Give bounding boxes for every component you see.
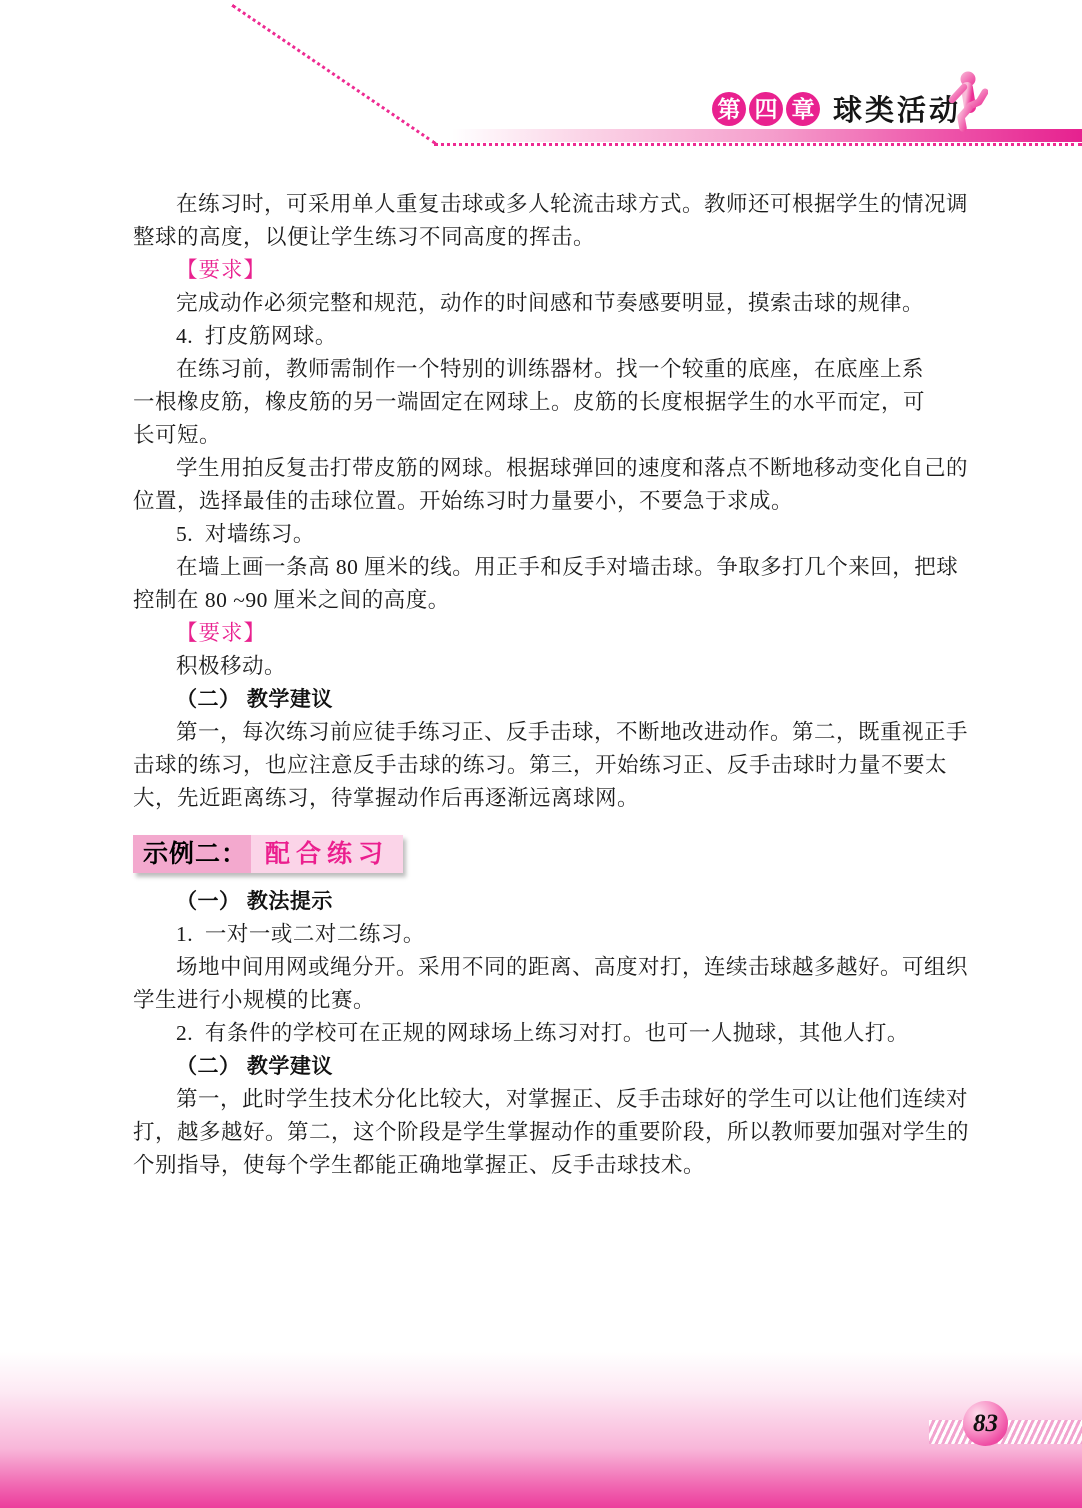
text-line: 在墙上画一条高 80 厘米的线。用正手和反手对墙击球。争取多打几个来回，把球 bbox=[176, 555, 959, 579]
text-line: 在练习时，可采用单人重复击球或多人轮流击球方式。教师还可根据学生的情况调 bbox=[176, 192, 969, 216]
content-section-1 bbox=[133, 188, 968, 815]
example-banner bbox=[133, 835, 403, 873]
text-line: 大，先近距离练习，待掌握动作后再逐渐远离球网。 bbox=[133, 786, 640, 810]
footer-gradient-band bbox=[0, 1352, 1082, 1508]
text-line: 打，越多越好。第二，这个阶段是学生掌握动作的重要阶段，所以教师要加强对学生的 bbox=[133, 1120, 970, 1144]
text-line: 第一，每次练习前应徒手练习正、反手击球，不断地改进动作。第二，既重视正手 bbox=[176, 720, 969, 744]
text-line: 完成动作必须完整和规范，动作的时间感和节奏感要明显，摸索击球的规律。 bbox=[176, 291, 925, 315]
text-line: 控制在 80 ~90 厘米之间的高度。 bbox=[133, 588, 450, 612]
text-line: 位置，选择最佳的击球位置。开始练习时力量要小，不要急于求成。 bbox=[133, 489, 794, 513]
diagonal-dotted-line bbox=[231, 4, 436, 145]
text-line: 1. 一对一或二对二练习。 bbox=[176, 922, 425, 946]
text-line: 在练习前，教师需制作一个特别的训练器材。找一个较重的底座，在底座上系 bbox=[176, 357, 925, 381]
text-line: 5. 对墙练习。 bbox=[176, 522, 315, 546]
text-line: 4. 打皮筋网球。 bbox=[176, 324, 337, 348]
text-line: 2. 有条件的学校可在正规的网球场上练习对打。也可一人抛球，其他人打。 bbox=[176, 1021, 909, 1045]
text-line: 积极移动。 bbox=[176, 654, 287, 678]
requirement-line: 【要求】 bbox=[176, 258, 267, 282]
chapter-title: 球类活动 bbox=[833, 95, 962, 127]
text-line: 个别指导，使每个学生都能正确地掌握正、反手击球技术。 bbox=[133, 1153, 706, 1177]
text-line: 一根橡皮筋，橡皮筋的另一端固定在网球上。皮筋的长度根据学生的水平而定，可 bbox=[133, 390, 926, 414]
text-line: 长可短。 bbox=[133, 423, 222, 447]
text-line: 学生用拍反复击打带皮筋的网球。根据球弹回的速度和落点不断地移动变化自己的 bbox=[176, 456, 969, 480]
text-line: 整球的高度，以便让学生练习不同高度的挥击。 bbox=[133, 225, 596, 249]
banner-label: 示例二： bbox=[133, 835, 251, 873]
banner-title: 配合练习 bbox=[251, 835, 403, 873]
chapter-circle: 第 bbox=[712, 92, 746, 126]
chapter-badge bbox=[712, 88, 961, 129]
text-line: 学生进行小规模的比赛。 bbox=[133, 988, 376, 1012]
page-number-ball bbox=[963, 1401, 1008, 1446]
text-line: 场地中间用网或绳分开。采用不同的距离、高度对打，连续击球越多越好。可组织 bbox=[176, 955, 969, 979]
text-line: 第一，此时学生技术分化比较大，对掌握正、反手击球好的学生可以让他们连续对 bbox=[176, 1087, 969, 1111]
running-figure-icon bbox=[926, 70, 988, 137]
page-number: 83 bbox=[973, 1410, 998, 1437]
horizontal-dotted-line bbox=[434, 143, 1082, 146]
content-section-2 bbox=[133, 885, 968, 1182]
section-heading-line: （二） 教学建议 bbox=[176, 1055, 333, 1078]
requirement-line: 【要求】 bbox=[176, 621, 267, 645]
section-heading-line: （一） 教法提示 bbox=[176, 890, 333, 913]
chapter-circle: 四 bbox=[749, 92, 783, 126]
section-heading-line: （二） 教学建议 bbox=[176, 688, 333, 711]
chapter-circle: 章 bbox=[786, 92, 820, 126]
text-line: 击球的练习，也应注意反手击球的练习。第三，开始练习正、反手击球时力量不要太 bbox=[133, 753, 948, 777]
